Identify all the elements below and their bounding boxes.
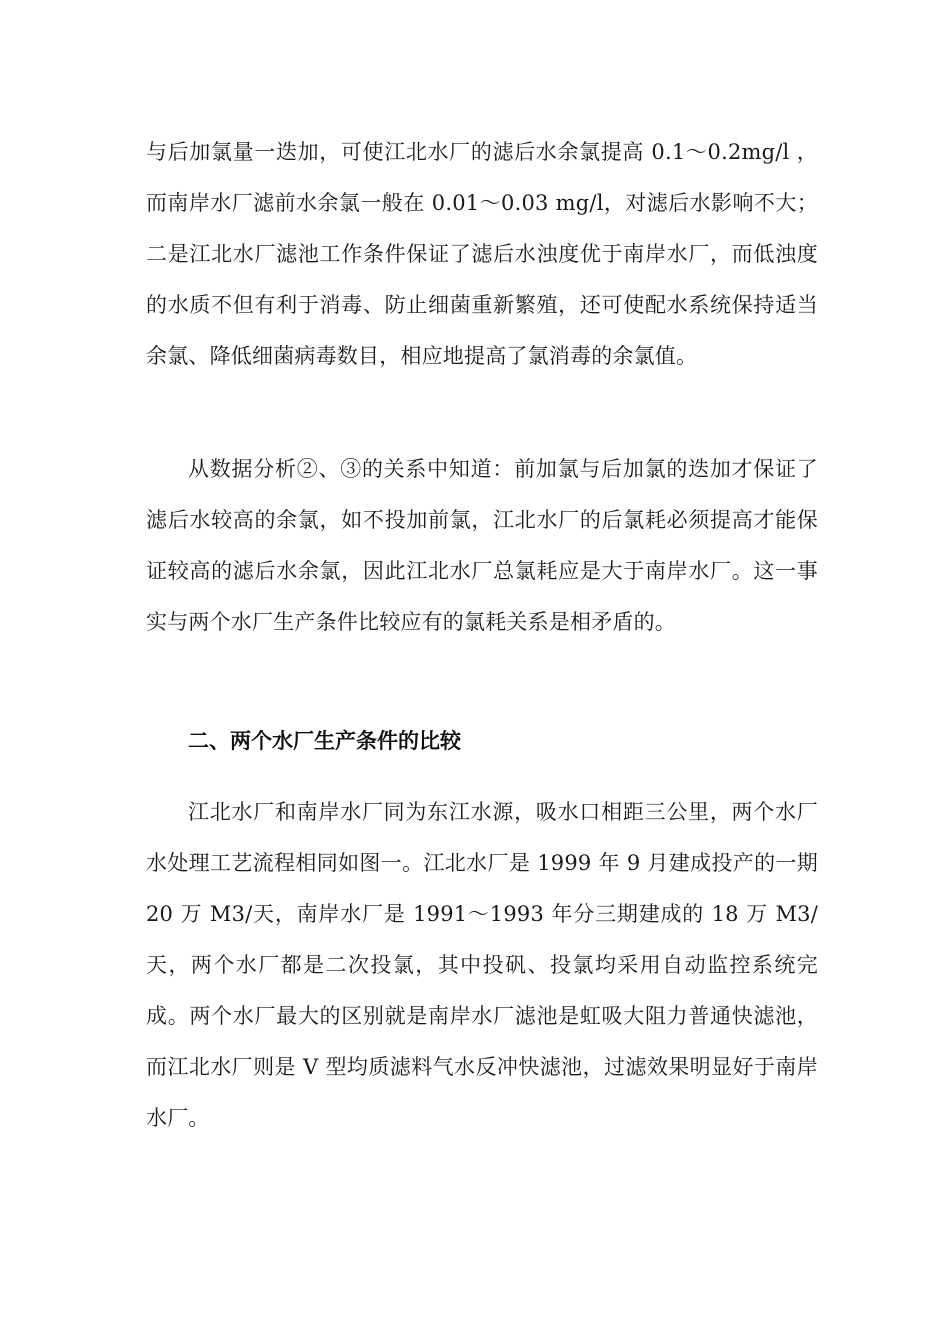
paragraph-plant-comparison: 江北水厂和南岸水厂同为东江水源，吸水口相距三公里，两个水厂水处理工艺流程相同如图一。江北水厂是 1999 年 9 月建成投产的一期 20 万 M3/天，南岸水厂是 1991～1993 年分三期建成的 18 万 M3/天，两个水厂都是二次投氯，其中投矾、投氯均采用自动监控系统完成。两个水厂最大的区别就是南岸水厂滤池是虹吸大阻力普通快滤池，而江北水厂则是 V 型均质滤料气水反冲快滤池，过滤效果明显好于南岸水厂。 — [146, 800, 818, 1130]
paragraph-data-analysis: 从数据分析②、③的关系中知道：前加氯与后加氯的迭加才保证了滤后水较高的余氯，如不投加前氯，江北水厂的后氯耗必须提高才能保证较高的滤后水余氯，因此江北水厂总氯耗应是大于南岸水厂。这一事实与两个水厂生产条件比较应有的氯耗关系是相矛盾的。 — [146, 457, 818, 634]
section-heading: 二、两个水厂生产条件的比较 — [188, 729, 461, 753]
paragraph-residual-chlorine: 与后加氯量一迭加，可使江北水厂的滤后水余氯提高 0.1～0.2mg/l ，而南岸水厂滤前水余氯一般在 0.01～0.03 mg/l，对滤后水影响不大；二是江北水厂滤池工作条件保证了滤后水浊度优于南岸水厂，而低浊度的水质不但有利于消毒、防止细菌重新繁殖，还可使配水系统保持适当余氯、降低细菌病毒数目，相应地提高了氯消毒的余氯值。 — [146, 140, 818, 368]
